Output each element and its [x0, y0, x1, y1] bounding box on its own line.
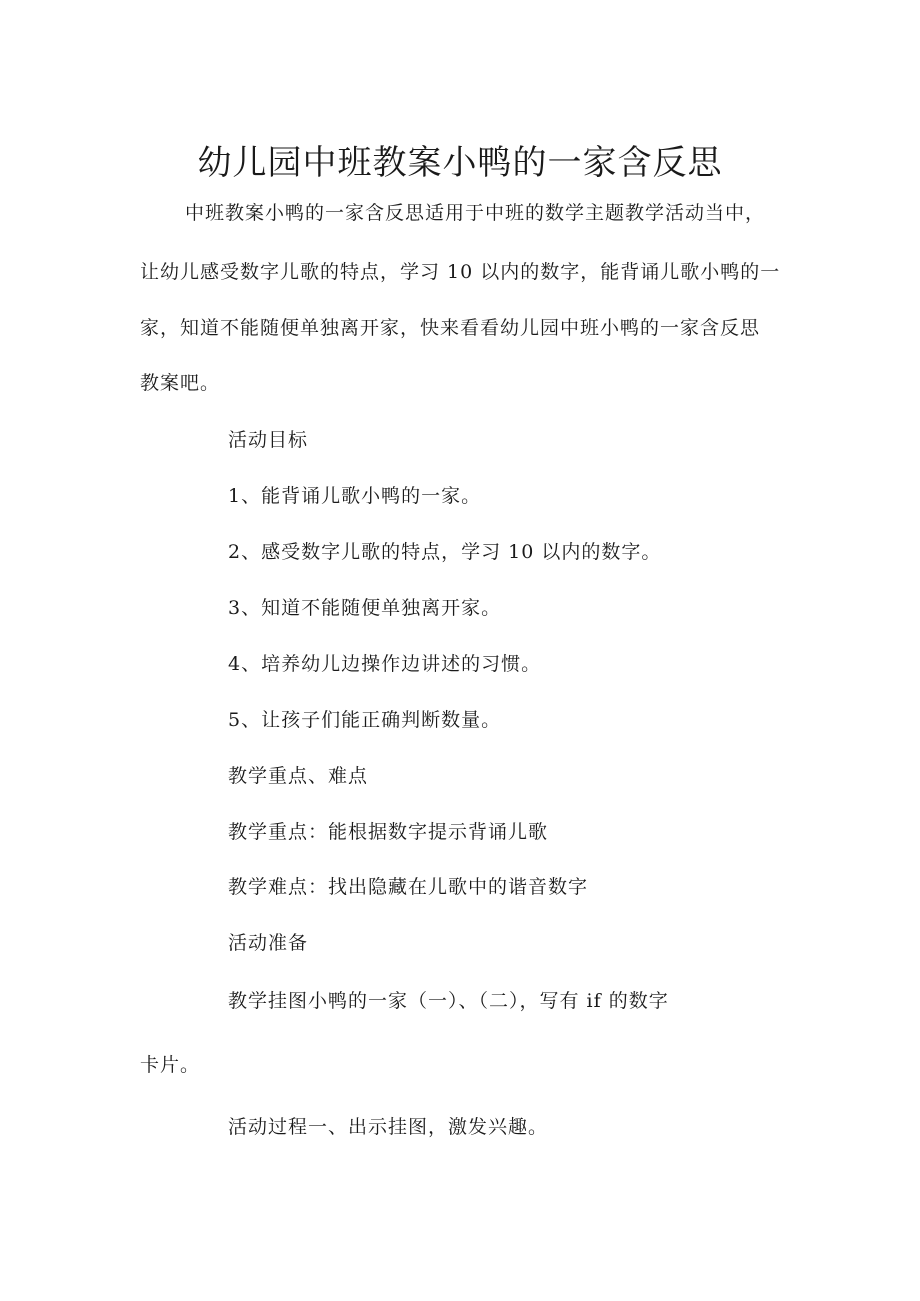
prep-line-2: 卡片。 — [140, 1054, 201, 1076]
goal-item-2: 2、感受数字儿歌的特点，学习 10 以内的数字。 — [228, 541, 662, 563]
document-title: 幼儿园中班教案小鸭的一家含反思 — [197, 142, 723, 183]
key-heading: 教学重点、难点 — [228, 765, 369, 787]
goal-item-4: 4、培养幼儿边操作边讲述的习惯。 — [228, 653, 542, 675]
key-point: 教学重点：能根据数字提示背诵儿歌 — [228, 821, 549, 843]
goals-heading: 活动目标 — [228, 429, 309, 451]
prep-line-1: 教学挂图小鸭的一家（一）、（二），写有 if 的数字 — [228, 990, 669, 1012]
process-line: 活动过程一、出示挂图，激发兴趣。 — [228, 1116, 549, 1138]
intro-line-3: 家，知道不能随便单独离开家，快来看看幼儿园中班小鸭的一家含反思 — [140, 317, 761, 339]
prep-heading: 活动准备 — [228, 932, 309, 954]
difficult-point: 教学难点：找出隐藏在儿歌中的谐音数字 — [228, 876, 589, 898]
intro-line-2: 让幼儿感受数字儿歌的特点，学习 10 以内的数字，能背诵儿歌小鸭的一 — [140, 261, 781, 283]
intro-line-4: 教案吧。 — [140, 372, 221, 394]
goal-item-1: 1、能背诵儿歌小鸭的一家。 — [228, 485, 482, 507]
intro-line-1: 中班教案小鸭的一家含反思适用于中班的数学主题教学活动当中， — [185, 202, 766, 224]
goal-item-3: 3、知道不能随便单独离开家。 — [228, 597, 502, 619]
goal-item-5: 5、让孩子们能正确判断数量。 — [228, 709, 502, 731]
